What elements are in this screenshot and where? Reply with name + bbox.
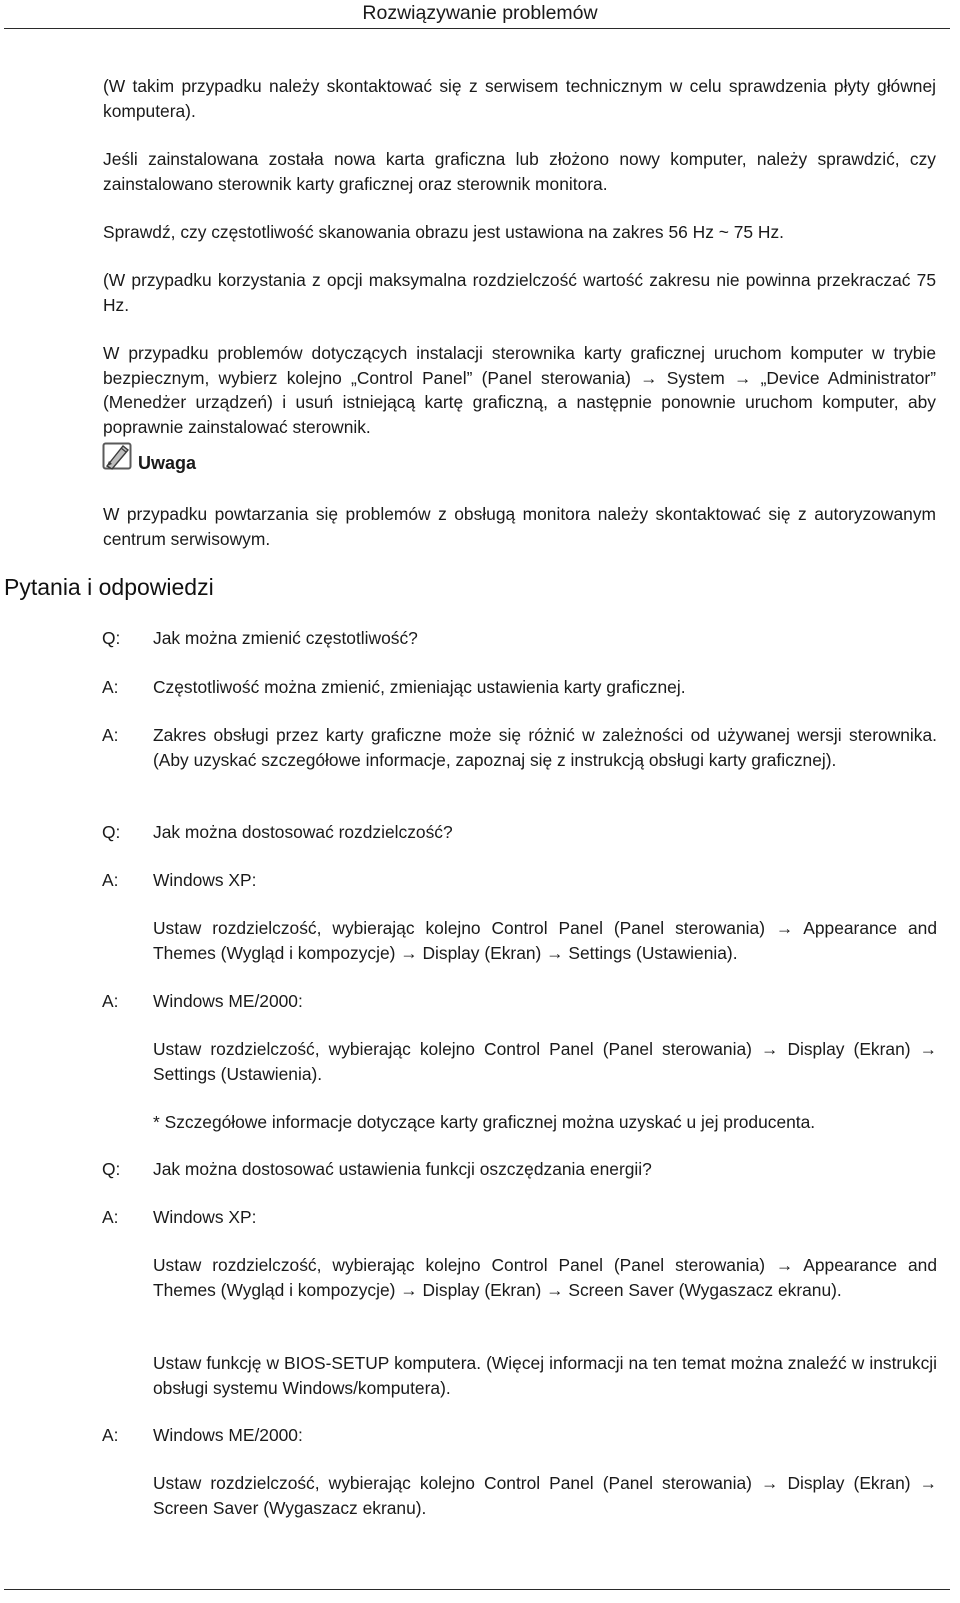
answer-text: Windows XP: (153, 1207, 257, 1227)
answer-text: Zakres obsługi przez karty graficzne może się różnić w zależności od używanej wersji sterownika. (Aby uzyskać szczegółowe informacje, zapoznaj się z instrukcją obsługi karty graficznej). (153, 725, 937, 770)
page-header (0, 0, 960, 30)
question-text: Jak można zmienić częstotliwość? (153, 628, 418, 648)
header-divider (4, 28, 950, 29)
answer-detail-text: Ustaw rozdzielczość, wybierając kolejno Control Panel (Panel sterowania) → Appearance and Themes (Wygląd i kompozycje) → Display (Ekran) → Screen Saver (Wygaszacz ekranu). (153, 1255, 937, 1300)
answer-detail-text: Ustaw rozdzielczość, wybierając kolejno Control Panel (Panel sterowania) → Appearance and Themes (Wygląd i kompozycje) → Display (Ekran) → Settings (Ustawienia). (153, 918, 937, 963)
question-text: Jak można dostosować rozdzielczość? (153, 822, 453, 842)
answer-footnote-text: * Szczegółowe informacje dotyczące karty graficznej można uzyskać u jej producenta. (153, 1112, 816, 1132)
page-title: Rozwiązywanie problemów (362, 2, 598, 24)
paragraph-safe-mode: W przypadku problemów dotyczących instalacji sterownika karty graficznej uruchom komputer w trybie bezpiecznym, wybierz kolejno „Control Panel” (Panel sterowania) → System → „Device Administrator” (Menedżer urządzeń) i usuń istniejącą kartę graficzną, a następnie ponownie uruchom komputer, aby poprawnie zainstalować sterownik. (103, 343, 936, 437)
answer-detail-text: Ustaw funkcję w BIOS-SETUP komputera. (Więcej informacji na ten temat można znaleźć w instrukcji obsługi systemu Windows/komputera). (153, 1353, 937, 1398)
answer-marker: A: (102, 677, 119, 697)
answer-marker: A: (102, 725, 119, 745)
footer-divider (4, 1589, 950, 1590)
question-marker: Q: (102, 1159, 121, 1179)
paragraph-motherboard: (W takim przypadku należy skontaktować się z serwisem technicznym w celu sprawdzenia płyty głównej komputera). (103, 76, 936, 121)
note-label: Uwaga (138, 453, 197, 473)
answer-detail-text: Ustaw rozdzielczość, wybierając kolejno Control Panel (Panel sterowania) → Display (Ekran) → Screen Saver (Wygaszacz ekranu). (153, 1473, 937, 1518)
section-heading-qa: Pytania i odpowiedzi (4, 574, 214, 600)
question-marker: Q: (102, 822, 121, 842)
answer-text: Windows ME/2000: (153, 1425, 303, 1445)
paragraph-max-resolution: (W przypadku korzystania z opcji maksymalna rozdzielczość wartość zakresu nie powinna przekraczać 75 Hz. (103, 270, 936, 315)
answer-marker: A: (102, 870, 119, 890)
answer-text: Windows XP: (153, 870, 257, 890)
paragraph-scan-frequency: Sprawdź, czy częstotliwość skanowania obrazu jest ustawiona na zakres 56 Hz ~ 75 Hz. (103, 222, 784, 242)
answer-text: Częstotliwość można zmienić, zmieniając ustawienia karty graficznej. (153, 677, 686, 697)
answer-marker: A: (102, 1207, 119, 1227)
answer-detail-text: Ustaw rozdzielczość, wybierając kolejno Control Panel (Panel sterowania) → Display (Ekran) → Settings (Ustawienia). (153, 1039, 937, 1084)
question-marker: Q: (102, 628, 121, 648)
note-text: W przypadku powtarzania się problemów z obsługą monitora należy skontaktować się z autoryzowanym centrum serwisowym. (103, 504, 936, 549)
answer-marker: A: (102, 1425, 119, 1445)
answer-text: Windows ME/2000: (153, 991, 303, 1011)
answer-marker: A: (102, 991, 119, 1011)
note-pencil-icon (102, 442, 132, 470)
paragraph-new-card: Jeśli zainstalowana została nowa karta graficzna lub złożono nowy komputer, należy sprawdzić, czy zainstalowano sterownik karty graficznej oraz sterownik monitora. (103, 149, 936, 194)
question-text: Jak można dostosować ustawienia funkcji oszczędzania energii? (153, 1159, 652, 1179)
